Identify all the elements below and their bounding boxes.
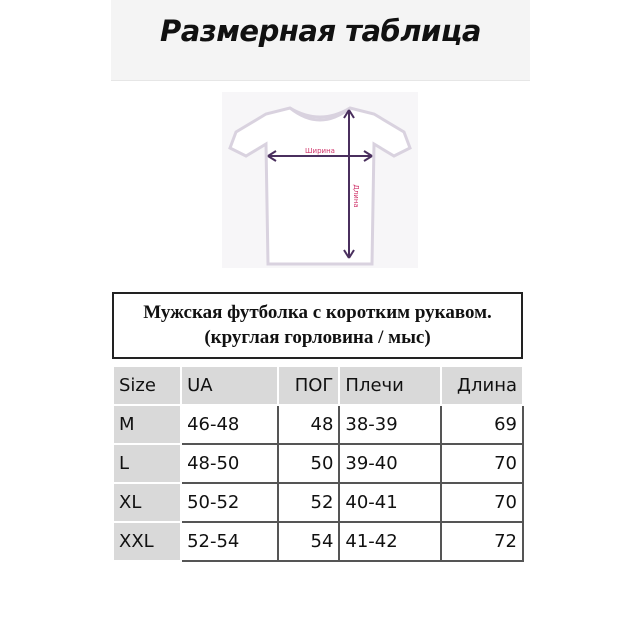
header-size: Size	[113, 366, 181, 405]
cell-shoulders: 41-42	[339, 522, 441, 561]
table-row	[113, 444, 523, 483]
cell-pog: 52	[278, 483, 340, 522]
cell-shoulders: 40-41	[339, 483, 441, 522]
product-line-2: (круглая горловина / мыс)	[204, 327, 431, 348]
page-title: Размерная таблица	[160, 14, 481, 48]
cell-size: XL	[113, 483, 181, 522]
cell-size: XXL	[113, 522, 181, 561]
cell-shoulders: 39-40	[339, 444, 441, 483]
table-row	[113, 522, 523, 561]
tshirt-shape	[230, 108, 410, 264]
table-row	[113, 405, 523, 444]
cell-size: L	[113, 444, 181, 483]
cell-ua: 48-50	[181, 444, 278, 483]
width-label: Ширина	[305, 147, 335, 155]
cell-ua: 50-52	[181, 483, 278, 522]
table-header-row	[113, 366, 523, 405]
cell-pog: 50	[278, 444, 340, 483]
cell-length: 72	[441, 522, 523, 561]
size-table	[112, 365, 524, 562]
product-line-1: Мужская футболка с коротким рукавом.	[143, 302, 492, 323]
divider	[111, 80, 530, 81]
cell-length: 69	[441, 405, 523, 444]
cell-length: 70	[441, 444, 523, 483]
header-ua: UA	[181, 366, 278, 405]
cell-size: M	[113, 405, 181, 444]
cell-shoulders: 38-39	[339, 405, 441, 444]
tshirt-outline	[222, 92, 418, 268]
table-row	[113, 483, 523, 522]
length-label: Длина	[352, 184, 360, 208]
tshirt-diagram	[222, 92, 418, 268]
cell-length: 70	[441, 483, 523, 522]
header-pog: ПОГ	[278, 366, 340, 405]
cell-ua: 46-48	[181, 405, 278, 444]
cell-pog: 48	[278, 405, 340, 444]
header-length: Длина	[441, 366, 523, 405]
product-description	[112, 292, 523, 359]
cell-pog: 54	[278, 522, 340, 561]
cell-ua: 52-54	[181, 522, 278, 561]
header-shoulders: Плечи	[339, 366, 441, 405]
